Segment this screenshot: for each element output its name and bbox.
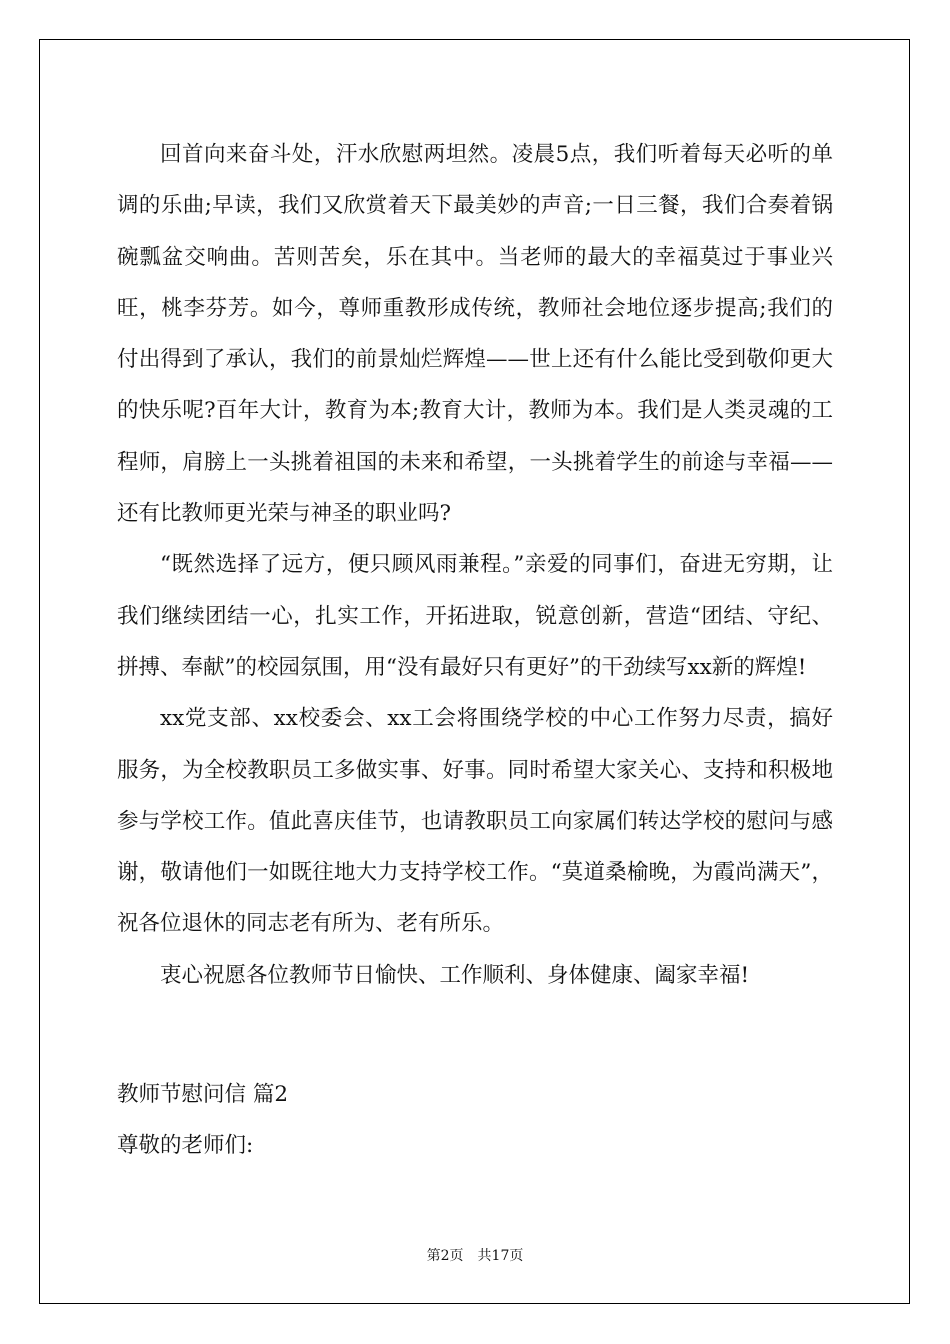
paragraph-2: “既然选择了远方，便只顾风雨兼程。”亲爱的同事们，奋进无穷期，让我们继续团结一心，扎实工作，开拓进取，锐意创新，营造“团结、守纪、拼搏、奉献”的校园氛围，用“没有最好只有更好”的干劲续写xx新的辉煌! <box>117 552 833 680</box>
paragraph-3: xx党支部、xx校委会、xx工会将围绕学校的中心工作努力尽责，搞好服务，为全校教职员工多做实事、好事。同时希望大家关心、支持和积极地参与学校工作。值此喜庆佳节，也请教职员工向家属们转达学校的慰问与感谢，敬请他们一如既往地大力支持学校工作。“莫道桑榆晚，为霞尚满天”，祝各位退休的同志老有所为、老有所乐。 <box>117 706 833 937</box>
page-total: 共17页 <box>477 1248 524 1264</box>
paragraph-4: 衷心祝愿各位教师节日愉快、工作顺利、身体健康、阖家幸福! <box>160 962 750 988</box>
paragraph-1: 回首向来奋斗处，汗水欣慰两坦然。凌晨5点，我们听着每天必听的单调的乐曲;早读，我们又欣赏着天下最美妙的声音;一日三餐，我们合奏着锅碗瓢盆交响曲。苦则苦矣，乐在其中。当老师的最大的幸福莫过于事业兴旺，桃李芬芳。如今，尊师重教形成传统，教师社会地位逐步提高;我们的付出得到了承认，我们的前景灿烂辉煌——世上还有什么能比受到敬仰更大的快乐呢?百年大计，教育为本;教育大计，教师为本。我们是人类灵魂的工程师，肩膀上一头挑着祖国的未来和希望，一头挑着学生的前途与幸福——还有比教师更光荣与神圣的职业吗? <box>117 142 833 527</box>
document-body <box>117 129 833 1001</box>
page-footer <box>0 1246 950 1266</box>
page-number: 第2页 <box>426 1248 464 1264</box>
greeting: 尊敬的老师们: <box>117 1133 254 1158</box>
section-title: 教师节慰问信 篇2 <box>117 1082 289 1107</box>
